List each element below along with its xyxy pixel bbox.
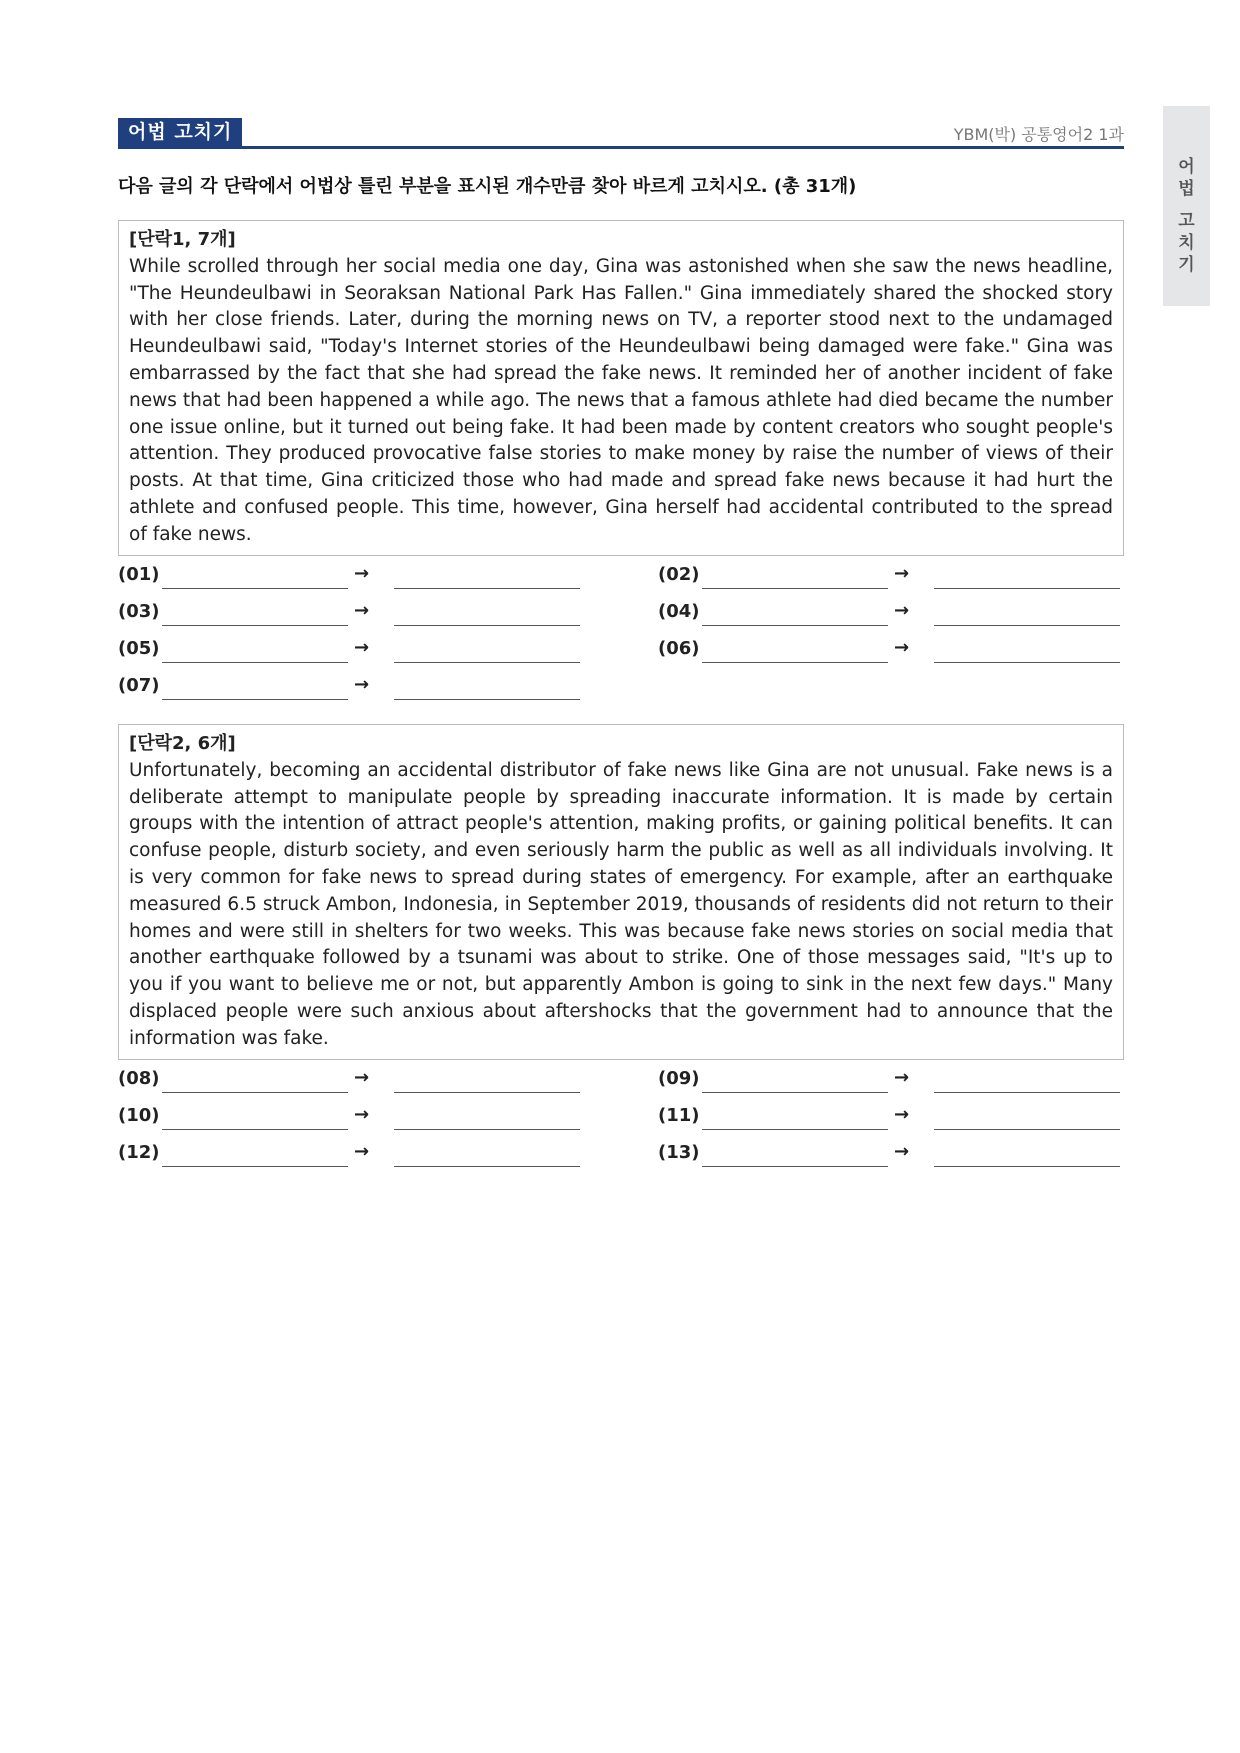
arrow-icon: → — [354, 637, 370, 658]
answer-row — [118, 1066, 598, 1096]
answer-row — [658, 599, 1138, 629]
passage-text: Unfortunately, becoming an accidental distributor of fake news like Gina are not unusual. Fake news is a deliberate attempt to manipulate people by spreading inaccurate information. It is made by certain groups with the intention of attract people's attention, making profits, or gaining political benefits. It can confuse people, disturb society, and even seriously harm the public as well as all individuals involving. It is very common for fake news to spread during states of emergency. For example, after an earthquake measured 6.5 struck Ambon, Indonesia, in September 2019, thousands of residents did not return to their homes and were still in shelters for two weeks. This was because fake news stories on social media that another earthquake followed by a tsunami was about to strike. One of those messages said, "It's up to you if you want to believe me or not, but apparently Ambon is going to sink in the next few days." Many displaced people were such anxious about aftershocks that the government had to announce that the information was fake. — [129, 759, 1113, 1049]
answer-number: (05) — [118, 638, 160, 659]
passage-box-1 — [118, 220, 1124, 556]
answer-number: (12) — [118, 1142, 160, 1163]
answer-number: (11) — [658, 1105, 700, 1126]
arrow-icon: → — [894, 600, 910, 621]
answer-row — [118, 636, 598, 666]
arrow-icon: → — [894, 637, 910, 658]
answer-number: (09) — [658, 1068, 700, 1089]
answer-row — [118, 673, 598, 703]
answer-number: (10) — [118, 1105, 160, 1126]
arrow-icon: → — [354, 674, 370, 695]
arrow-icon: → — [894, 563, 910, 584]
passage-text: While scrolled through her social media one day, Gina was astonished when she saw the news headline, "The Heundeulbawi in Seoraksan National Park Has Fallen." Gina immediately shared the shocked story with her close friends. Later, during the morning news on TV, a reporter stood next to the undamaged Heundeulbawi said, "Today's Internet stories of the Heundeulbawi being damaged were fake." Gina was embarrassed by the fact that she had spread the fake news. It reminded her of another incident of fake news that had been happened a while ago. The news that a famous athlete had died became the number one issue online, but it turned out being fake. It had been made by content creators who sought people's attention. They produced provocative false stories to make money by raise the number of views of their posts. At that time, Gina criticized those who had made and spread fake news because it had hurt the athlete and confused people. This time, however, Gina herself had accidental contributed to the spread of fake news. — [129, 255, 1113, 545]
answer-number: (01) — [118, 564, 160, 585]
wrong-blank[interactable] — [162, 1166, 348, 1167]
passage-box-2 — [118, 724, 1124, 1060]
answer-row — [118, 1103, 598, 1133]
wrong-blank[interactable] — [162, 588, 348, 589]
correct-blank[interactable] — [394, 1129, 580, 1130]
answer-row — [658, 562, 1138, 592]
page-header — [118, 118, 1124, 149]
correct-blank[interactable] — [934, 1166, 1120, 1167]
wrong-blank[interactable] — [162, 699, 348, 700]
answer-row — [118, 599, 598, 629]
correct-blank[interactable] — [934, 588, 1120, 589]
arrow-icon: → — [354, 563, 370, 584]
wrong-blank[interactable] — [702, 662, 888, 663]
side-tab — [1163, 106, 1210, 306]
answer-number: (08) — [118, 1068, 160, 1089]
correct-blank[interactable] — [934, 625, 1120, 626]
wrong-blank[interactable] — [162, 625, 348, 626]
arrow-icon: → — [894, 1067, 910, 1088]
passage-label: [단락1, 7개] — [129, 229, 236, 250]
answer-number: (07) — [118, 675, 160, 696]
side-tab-char: 기 — [1178, 255, 1195, 275]
arrow-icon: → — [894, 1141, 910, 1162]
arrow-icon: → — [354, 600, 370, 621]
answer-row — [658, 1140, 1138, 1170]
wrong-blank[interactable] — [702, 1129, 888, 1130]
correct-blank[interactable] — [394, 662, 580, 663]
correct-blank[interactable] — [934, 662, 1120, 663]
passage-label: [단락2, 6개] — [129, 733, 236, 754]
correct-blank[interactable] — [934, 1092, 1120, 1093]
correct-blank[interactable] — [394, 1166, 580, 1167]
side-tab-char: 치 — [1178, 233, 1195, 253]
answer-row — [118, 1140, 598, 1170]
wrong-blank[interactable] — [162, 662, 348, 663]
wrong-blank[interactable] — [702, 625, 888, 626]
book-label: YBM(박) 공통영어2 1과 — [953, 125, 1124, 144]
answer-number: (06) — [658, 638, 700, 659]
answer-row — [658, 636, 1138, 666]
correct-blank[interactable] — [394, 625, 580, 626]
instruction: 다음 글의 각 단락에서 어법상 틀린 부분을 표시된 개수만큼 찾아 바르게 고치시오. (총 31개) — [118, 176, 857, 197]
answer-number: (02) — [658, 564, 700, 585]
arrow-icon: → — [354, 1141, 370, 1162]
wrong-blank[interactable] — [702, 1092, 888, 1093]
answer-number: (13) — [658, 1142, 700, 1163]
correct-blank[interactable] — [934, 1129, 1120, 1130]
correct-blank[interactable] — [394, 588, 580, 589]
correct-blank[interactable] — [394, 1092, 580, 1093]
arrow-icon: → — [354, 1104, 370, 1125]
side-tab-char: 어 — [1178, 157, 1195, 177]
arrow-icon: → — [354, 1067, 370, 1088]
answer-row — [658, 1066, 1138, 1096]
arrow-icon: → — [894, 1104, 910, 1125]
side-tab-char: 법 — [1178, 179, 1195, 199]
wrong-blank[interactable] — [702, 1166, 888, 1167]
answer-row — [118, 562, 598, 592]
answer-number: (04) — [658, 601, 700, 622]
side-tab-char: 고 — [1178, 211, 1195, 231]
wrong-blank[interactable] — [162, 1092, 348, 1093]
wrong-blank[interactable] — [162, 1129, 348, 1130]
wrong-blank[interactable] — [702, 588, 888, 589]
answer-number: (03) — [118, 601, 160, 622]
correct-blank[interactable] — [394, 699, 580, 700]
answer-row — [658, 1103, 1138, 1133]
section-title: 어법 고치기 — [118, 118, 242, 146]
